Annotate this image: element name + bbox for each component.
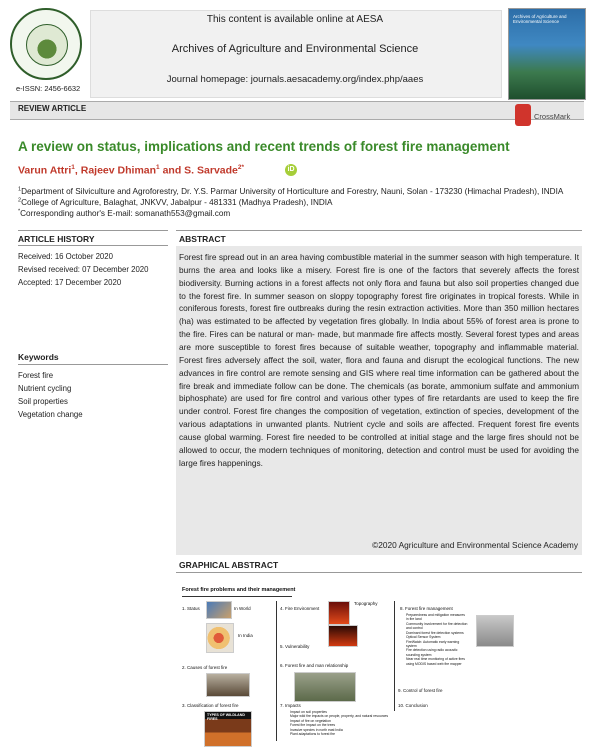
journal-homepage-link[interactable]: Journal homepage: journals.aesacademy.org/index.php/aaes [166, 74, 424, 85]
ga-vulnerability: 5. Vulnerability [280, 644, 310, 649]
impact-item: Forest fire impact on the trees [290, 723, 336, 728]
causes-photo [206, 673, 250, 697]
world-map-thumbnail [206, 601, 232, 619]
ga-classification: 3. Classification of forest fire [182, 703, 239, 708]
keyword-item: Nutrient cycling [18, 384, 72, 393]
cover-title: Archives of Agriculture and Environmental Science [513, 14, 567, 25]
keywords-heading: Keywords [18, 352, 59, 362]
availability-note: This content is available online at AESA [206, 14, 384, 25]
ga-underline [182, 596, 292, 597]
impact-item: Impact on soil properties [290, 710, 327, 714]
keyword-item: Vegetation change [18, 410, 83, 419]
accepted-date: Accepted: 17 December 2020 [18, 278, 122, 287]
copyright-notice: ©2020 Agriculture and Environmental Science Academy [372, 540, 578, 550]
article-title: A review on status, implications and recent trends of forest fire management [18, 139, 510, 154]
ga-in-world: In World [234, 606, 251, 611]
management-item: FireWatch: Automatic early warning system [406, 639, 460, 648]
ga-management-list [406, 613, 468, 666]
management-item: Near real time monitoring of active fires using MODIS based web fire mapper [406, 657, 465, 666]
tree-emblem-icon [26, 24, 68, 66]
wildland-fire-types-label: TYPES OF WILDLAND FIRES [207, 713, 245, 721]
article-type-bar [10, 101, 584, 120]
article-history-heading: ARTICLE HISTORY [18, 234, 95, 244]
crossmark-icon[interactable] [515, 104, 531, 126]
ga-conclusion: 10. Conclusion [398, 703, 428, 708]
journal-logo [10, 8, 82, 80]
india-map-thumbnail [206, 623, 234, 653]
management-item: Fire detection using radio acoustic sounding system [406, 648, 458, 657]
received-date: Received: 16 October 2020 [18, 252, 113, 261]
management-item: Optical Sensor System [406, 635, 441, 640]
corresponding-mark: * [18, 208, 21, 215]
topography-photo [328, 625, 358, 647]
affiliations [18, 186, 583, 219]
author-affiliation-mark: 1 [71, 164, 75, 171]
management-item: Community involvement for fire detection and control [406, 621, 468, 631]
ga-environment: 4. Fire Environment [280, 606, 320, 611]
divider [18, 364, 168, 365]
graphical-abstract-figure [176, 585, 582, 750]
author-affiliation-mark: 1 [156, 164, 160, 171]
abstract-heading: ABSTRACT [179, 234, 226, 244]
divider [18, 245, 168, 246]
keyword-item: Forest fire [18, 371, 54, 380]
fire-environment-photo [328, 601, 350, 625]
connector-line [394, 601, 395, 711]
crossmark-label[interactable]: CrossMark [534, 112, 571, 121]
author-name[interactable]: and S. Sarvade [159, 164, 238, 177]
impact-item: Major wild fire impacts on people, property, and natural resources [290, 714, 389, 719]
eissn: e-ISSN: 2456-6632 [16, 84, 81, 93]
impact-item: Invasive species in north east India [290, 727, 343, 732]
journal-cover-image [508, 8, 586, 100]
ga-management: 8. Forest fire management [400, 606, 453, 611]
ga-control: 9. Control of forest fire [398, 688, 443, 693]
journal-name[interactable]: Archives of Agriculture and Environmental Science [171, 43, 419, 55]
keyword-item: Soil properties [18, 397, 68, 406]
impact-item: Impact of fire on vegetation [290, 718, 331, 723]
corresponding-author-email[interactable]: Corresponding author's E-mail: somanath553@gmail.com [20, 209, 231, 219]
divider [176, 230, 582, 231]
ga-impact-list [290, 710, 400, 737]
ga-impacts: 7. Impacts [280, 703, 301, 708]
forest-man-photo [294, 672, 356, 702]
ga-topography: Topography [354, 601, 378, 606]
author-name[interactable]: , Rajeev Dhiman [74, 164, 157, 177]
management-item: Dominant forest fire detection systems [406, 630, 464, 635]
connector-line [276, 601, 277, 741]
affiliation-2: College of Agriculture, Balaghat, JNKVV, Jabalpur - 481331 (Madhya Pradesh), INDIA [21, 198, 333, 208]
author-list [18, 164, 244, 177]
affiliation-mark: 1 [18, 186, 22, 193]
ga-relationship: 6. Forest fire and man relationship [280, 663, 349, 668]
management-item: Preparedness and mitigation measures in fire land [406, 613, 465, 622]
abstract-text: Forest fire spread out in an area having combustible material in the summer season with high temperature. It burns the area and looks like a misery. Forest fire is one of the factors that severely affects the forest biodiversity. Burning actions in a forest affects not only flora and fauna but also soil properties changed due to the forest fire. In summer season on sloppy topography forest fire originates in tropical forests. While in coniferous forests, forest fire outbreaks during the resin extraction activities. More than 350 million hectares (ha) was estimated to be affected by vegetation fires globally. In India about 55% of forest area is prone to the fire. Fires can be natural or man- made, but manmade fire affects mostly. Several forest types and areas are more susceptible to forest fires because of suitable weather, topography and inflammable material. Forest fires adversely affect the soil, water, flora and fauna and disrupt the ecological functions. The new advances in fire control are remote sensing and GIS where real time information can be gathered about the fire break and immediate follow can be done. The chemicals (as borate, ammonium sulfate and ammonium biphosphate) are used for fire control and various other types of fire retardants are used to keep the fire under control. Forest fire changes the composition of vegetation, extinction of species, development of the various adaptations in unwanted plants. Nutrient cycle and soils are affected. Frequent forest fire events cause global warming. Forest fire needed to be controlled at initial stage and the large fires should not be allowed to occur, the modern techniques of monitoring, detection and control must be used for avoiding the large fires happenings. [179, 252, 579, 468]
article-type-label: REVIEW ARTICLE [18, 104, 87, 113]
ga-title: Forest fire problems and their management [182, 587, 296, 593]
author-affiliation-mark: 2* [237, 164, 245, 171]
ga-causes: 2. Causes of forest fire [182, 665, 228, 670]
revised-date: Revised received: 07 December 2020 [18, 265, 149, 274]
divider [176, 572, 582, 573]
divider [18, 230, 168, 231]
ga-status: 1. Status [182, 606, 200, 611]
author-name[interactable]: Varun Attri [18, 164, 72, 177]
management-diagram [476, 615, 514, 647]
ga-in-india: In India [238, 633, 253, 638]
graphical-abstract-heading: GRAPHICAL ABSTRACT [179, 560, 279, 570]
impact-item: Plant adaptations to forest fire [290, 732, 336, 737]
orcid-icon[interactable]: iD [285, 164, 297, 176]
affiliation-mark: 2 [18, 197, 22, 204]
wildland-fire-types-image [204, 711, 252, 747]
affiliation-1: Department of Silviculture and Agroforestry, Dr. Y.S. Parmar University of Horticulture and Forestry, Nauni, Solan - 173230 (Himachal Pradesh), INDIA [21, 187, 563, 196]
